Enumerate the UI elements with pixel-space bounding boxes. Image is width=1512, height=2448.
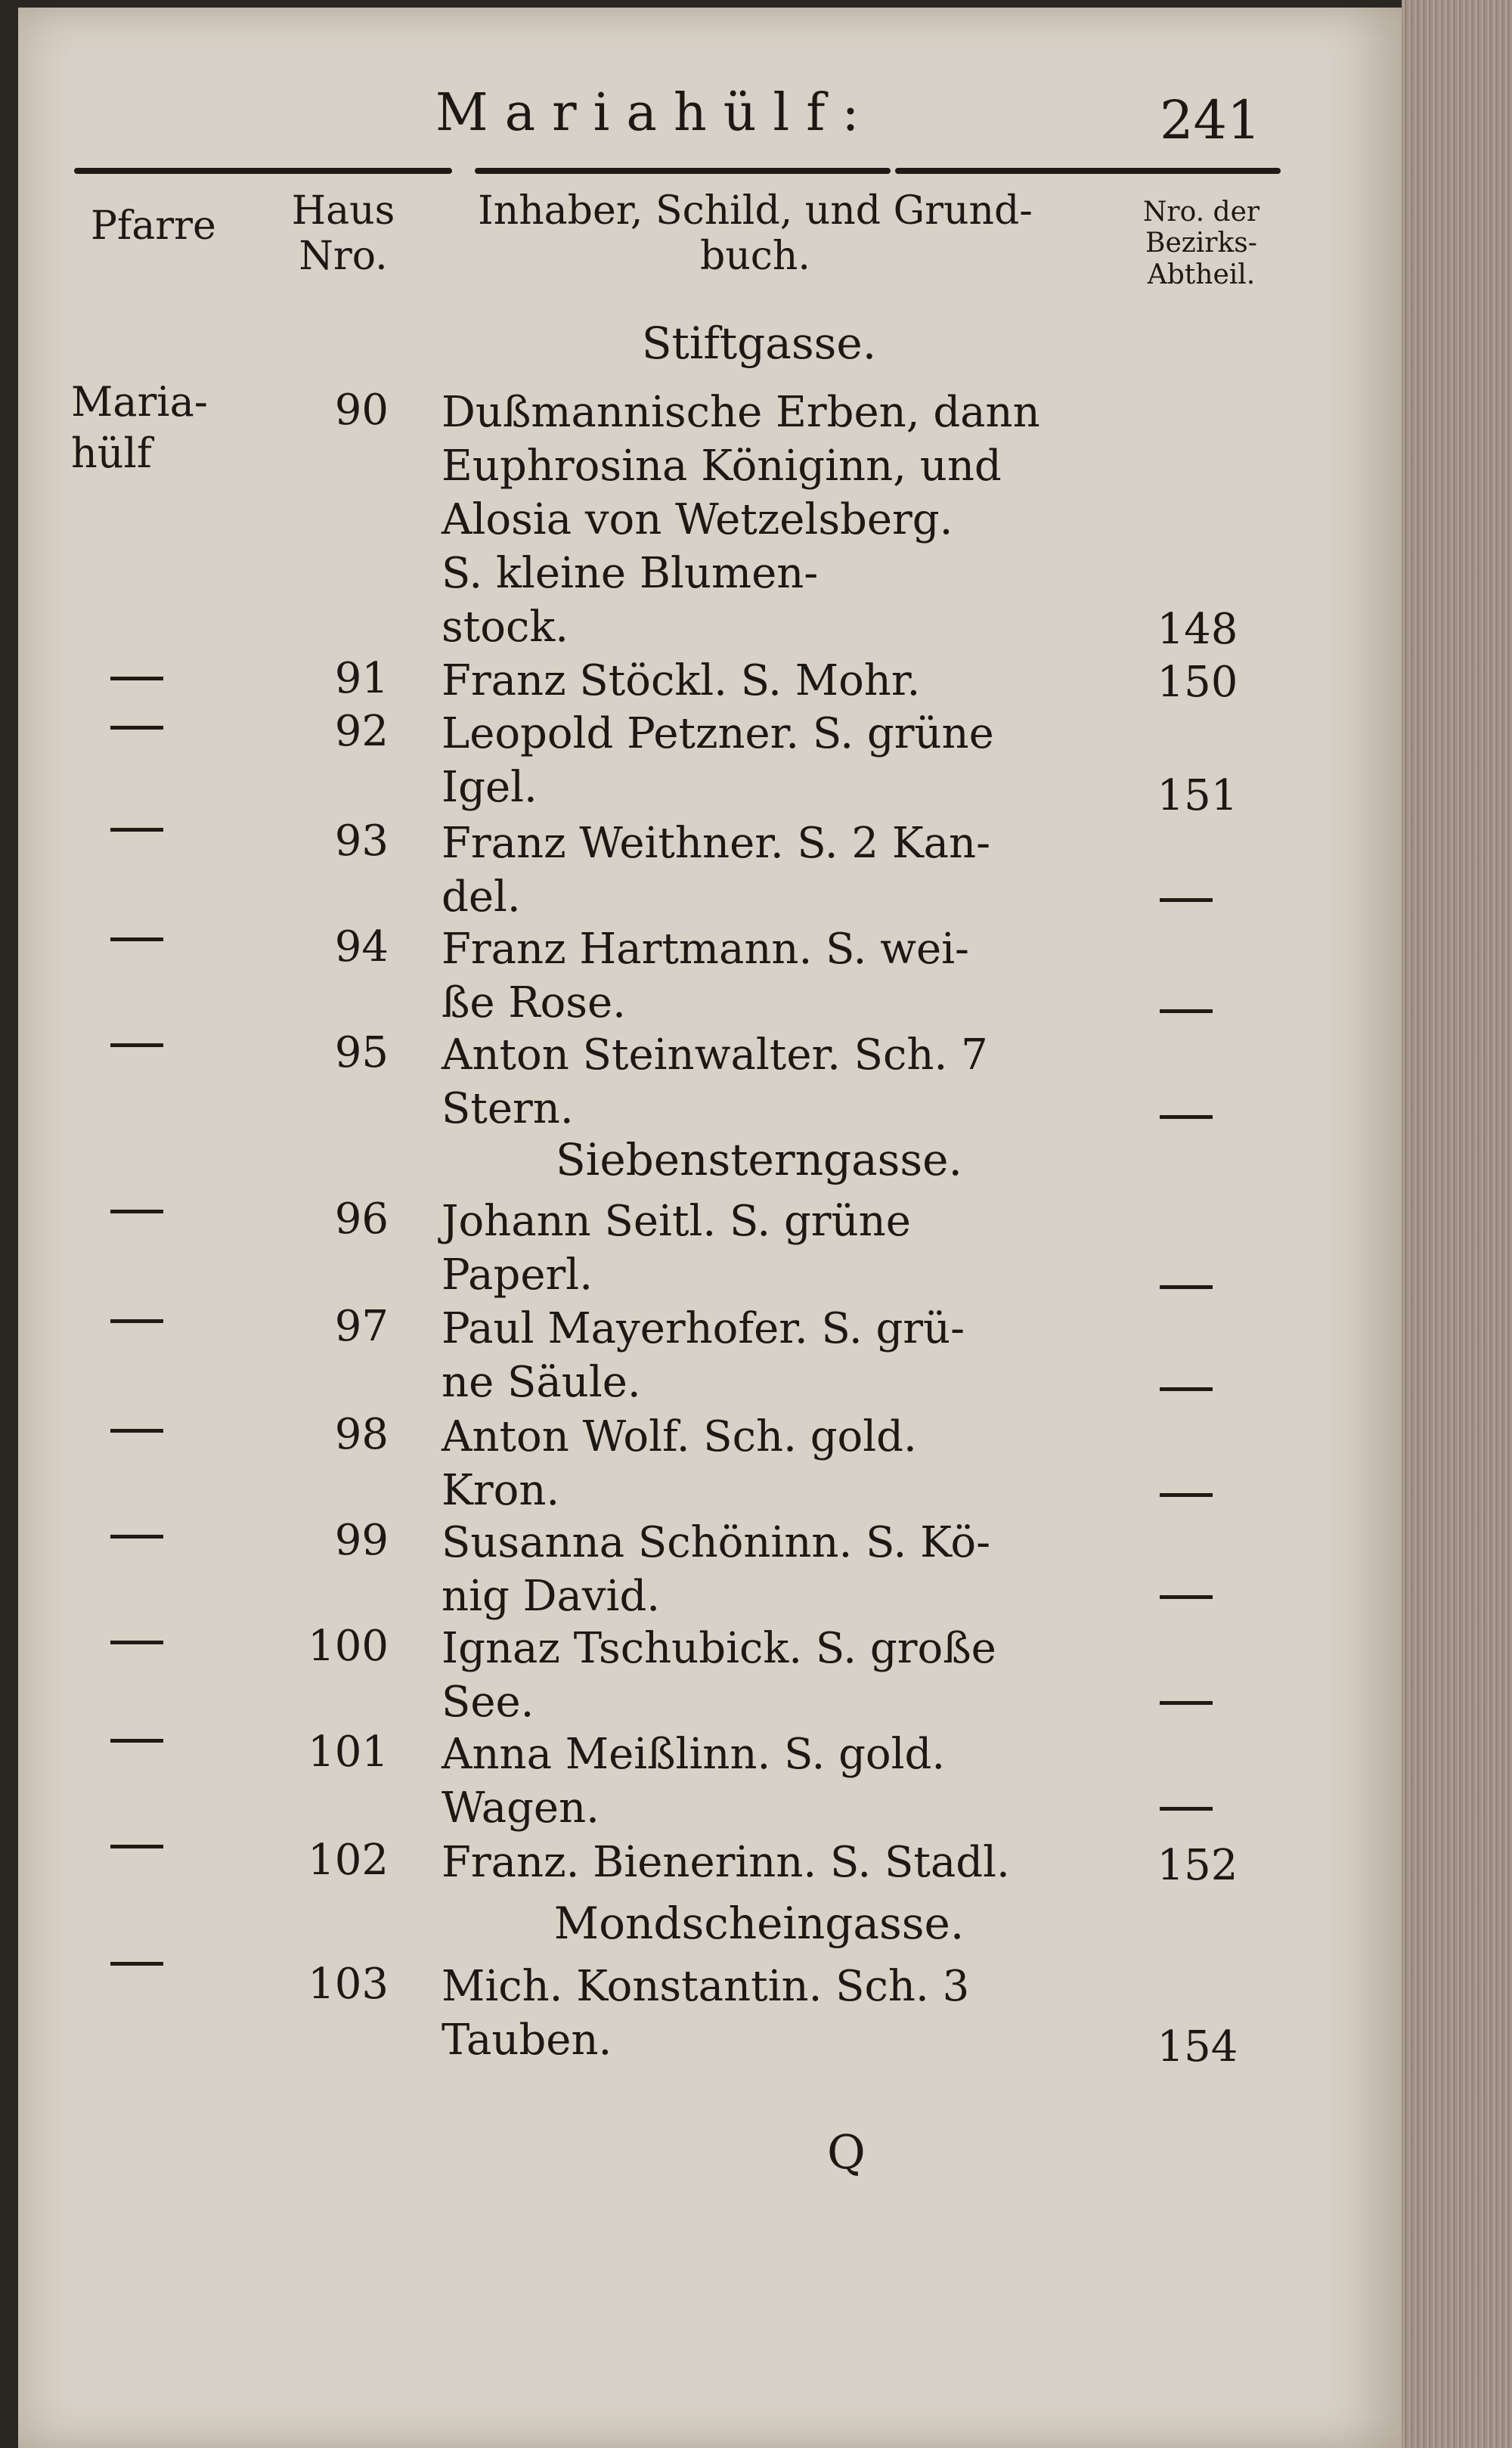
entry-text: Anna Meißlinn. S. gold. Wagen. [442, 1730, 946, 1833]
ditto-dash [1160, 1807, 1213, 1811]
ditto-dash [1160, 1115, 1213, 1119]
ditto-dash [1160, 1285, 1213, 1289]
header-rule [895, 168, 1281, 174]
district-number: 150 [1157, 658, 1238, 707]
district-number: 148 [1157, 605, 1238, 654]
house-number: 93 [334, 817, 389, 866]
entry-text: Ignaz Tschubick. S. große See. [442, 1624, 996, 1727]
ditto-dash [1160, 1009, 1213, 1013]
entry-text: Dußmannische Erben, dann Euphrosina Königinn, und Alosia von Wetzelsberg. S. kleine Blumen- stock. [442, 388, 1040, 652]
district-number: 151 [1157, 771, 1238, 820]
pfarre-name: Maria- hülf [71, 378, 209, 477]
house-number: 99 [334, 1516, 389, 1565]
house-number: 97 [334, 1302, 389, 1351]
house-number: 95 [334, 1028, 389, 1077]
house-number: 92 [334, 707, 389, 756]
ditto-dash [110, 1429, 163, 1433]
page-edges [1402, 0, 1512, 2448]
ditto-dash [110, 828, 163, 832]
ditto-dash [110, 1535, 163, 1539]
entry-text: Franz Hartmann. S. wei- ße Rose. [442, 925, 969, 1027]
section-title: Stiftgasse. [641, 318, 877, 369]
entry-text: Leopold Petzner. S. grüne Igel. [442, 709, 994, 812]
ditto-dash [110, 1210, 163, 1213]
entry-text: Susanna Schöninn. S. Kö- nig David. [442, 1518, 991, 1621]
ditto-dash [110, 1845, 163, 1848]
header-rule [475, 168, 891, 174]
ditto-dash [110, 1319, 163, 1323]
house-number: 102 [308, 1836, 389, 1885]
entry-text: Anton Wolf. Sch. gold. Kron. [442, 1412, 917, 1515]
district-number: 152 [1157, 1841, 1238, 1890]
house-number: 100 [308, 1622, 389, 1671]
ditto-dash [110, 726, 163, 730]
ditto-dash [110, 1043, 163, 1047]
entry-text: Anton Steinwalter. Sch. 7 Stern. [442, 1030, 988, 1133]
ditto-dash [110, 937, 163, 941]
house-number: 101 [308, 1728, 389, 1777]
district-number: 154 [1157, 2022, 1238, 2072]
entry-text: Mich. Konstantin. Sch. 3 Tauben. [442, 1962, 970, 2065]
entry-text: Johann Seitl. S. grüne Paperl. [442, 1197, 911, 1300]
entry-text: Franz Stöckl. S. Mohr. [442, 656, 921, 705]
ditto-dash [110, 1641, 163, 1644]
header-rule [74, 168, 452, 174]
ditto-dash [1160, 1701, 1213, 1705]
house-number: 103 [308, 1960, 389, 2009]
ditto-dash [1160, 898, 1213, 902]
ditto-dash [1160, 1493, 1213, 1497]
house-number: 98 [334, 1410, 389, 1459]
entry-text: Franz. Bienerinn. S. Stadl. [442, 1838, 1010, 1887]
column-header-haus: Haus Nro. [291, 188, 395, 279]
column-header-pfarre: Pfarre [91, 203, 216, 249]
entry-text: Franz Weithner. S. 2 Kan- del. [442, 819, 991, 922]
section-title: Mondscheingasse. [553, 1898, 965, 1949]
column-header-inhaber: Inhaber, Schild, und Grund- buch. [478, 188, 1033, 279]
section-title: Siebensterngasse. [556, 1134, 962, 1185]
ditto-dash [110, 1739, 163, 1743]
house-number: 94 [334, 922, 389, 971]
signature-mark: Q [827, 2124, 866, 2180]
ditto-dash [1160, 1595, 1213, 1599]
entry-text: Paul Mayerhofer. S. grü- ne Säule. [442, 1304, 965, 1407]
column-header-bezirk: Nro. der Bezirks- Abtheil. [1142, 197, 1260, 290]
ditto-dash [110, 677, 163, 680]
house-number: 91 [334, 654, 389, 703]
ditto-dash [110, 1962, 163, 1966]
running-head: Mariahülf: [435, 83, 876, 143]
house-number: 90 [334, 386, 389, 435]
ditto-dash [1160, 1387, 1213, 1391]
page-number: 241 [1160, 89, 1261, 151]
book-page [18, 8, 1402, 2448]
house-number: 96 [334, 1195, 389, 1244]
